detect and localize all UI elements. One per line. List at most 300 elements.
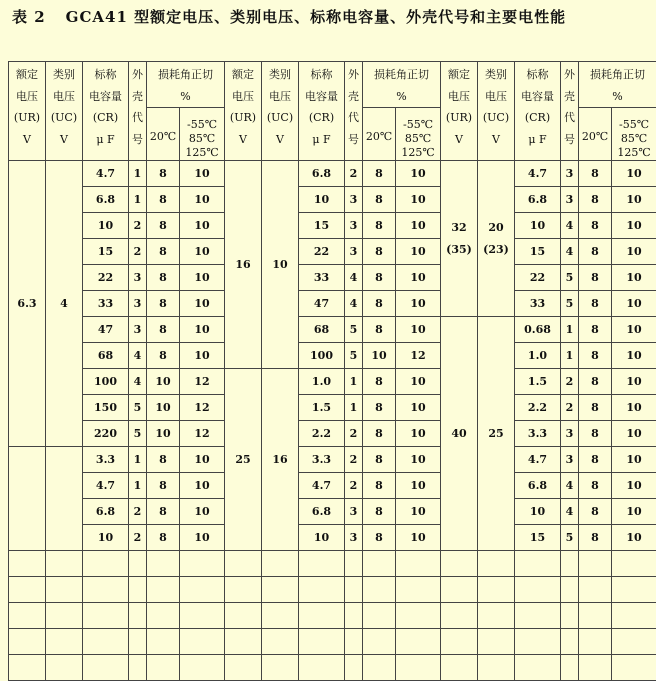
capacitance-cell: 220: [83, 421, 129, 447]
header-category-voltage-line: 类别: [262, 64, 298, 86]
empty-cell: [225, 655, 262, 681]
empty-cell: [180, 655, 225, 681]
header-loss-tangent-line: 损耗角正切: [579, 64, 656, 86]
case-code-cell: 1: [129, 187, 147, 213]
header-case-code-line: 壳: [561, 86, 578, 108]
header-case-code-line: 外: [561, 64, 578, 86]
empty-cell: [180, 577, 225, 603]
header-loss-20c: 20℃: [363, 108, 396, 161]
loss-20c-cell: 8: [147, 525, 180, 551]
header-capacitance-line: 标称: [83, 64, 128, 86]
loss-20c-cell: 8: [147, 187, 180, 213]
capacitance-cell: 10: [299, 187, 345, 213]
category-voltage-value: 10: [262, 254, 298, 276]
loss-high-low-cell: 10: [396, 447, 441, 473]
case-code-cell: 2: [345, 421, 363, 447]
header-capacitance-line: μ F: [515, 129, 560, 151]
category-voltage-value: 20: [478, 217, 514, 239]
rated-voltage-value: 40: [441, 423, 477, 445]
header-loss-tangent-line: 损耗角正切: [363, 64, 440, 86]
header-category-voltage-line: 电压: [478, 86, 514, 108]
table-row: [9, 291, 656, 317]
case-code-cell: 3: [345, 499, 363, 525]
category-voltage-cell: [262, 161, 299, 369]
empty-cell: [579, 577, 612, 603]
loss-20c-cell: 8: [363, 473, 396, 499]
category-voltage-cell: [262, 369, 299, 551]
loss-high-low-cell: 10: [612, 447, 656, 473]
empty-cell: [345, 629, 363, 655]
loss-high-low-cell: 10: [612, 499, 656, 525]
table-row: [9, 187, 656, 213]
rated-voltage-cell: [225, 161, 262, 369]
loss-high-low-cell: 10: [612, 369, 656, 395]
empty-cell: [612, 603, 656, 629]
case-code-cell: 5: [129, 421, 147, 447]
case-code-cell: 2: [561, 369, 579, 395]
header-rated-voltage-line: (UR): [225, 107, 261, 129]
loss-high-low-cell: 10: [612, 343, 656, 369]
empty-cell: [396, 551, 441, 577]
table-number: 表 2: [12, 8, 46, 26]
header-loss-high-low-line: 85℃: [612, 132, 656, 146]
category-voltage-cell: [46, 447, 83, 551]
empty-cell: [478, 551, 515, 577]
header-capacitance-line: μ F: [83, 129, 128, 151]
header-rated-voltage-line: 额定: [9, 64, 45, 86]
empty-cell: [262, 603, 299, 629]
case-code-cell: 5: [345, 317, 363, 343]
loss-20c-cell: 10: [147, 395, 180, 421]
table-row: [9, 395, 656, 421]
empty-cell: [579, 629, 612, 655]
header-case-code-line: 外: [345, 64, 362, 86]
header-rated-voltage-line: V: [441, 129, 477, 151]
case-code-cell: 4: [129, 369, 147, 395]
empty-cell: [299, 655, 345, 681]
capacitance-cell: 15: [515, 239, 561, 265]
case-code-cell: 1: [345, 369, 363, 395]
header-case-code-line: 代: [561, 107, 578, 129]
header-capacitance-line: 标称: [515, 64, 560, 86]
loss-high-low-cell: 10: [396, 421, 441, 447]
header-category-voltage-line: 电压: [262, 86, 298, 108]
header-category-voltage: [262, 62, 299, 161]
loss-high-low-cell: 10: [180, 473, 225, 499]
loss-20c-cell: 8: [363, 213, 396, 239]
case-code-cell: 4: [561, 473, 579, 499]
header-case-code-line: 号: [129, 129, 146, 151]
capacitance-cell: 3.3: [83, 447, 129, 473]
capacitance-cell: 4.7: [83, 473, 129, 499]
loss-20c-cell: 8: [579, 265, 612, 291]
capacitance-cell: 10: [515, 499, 561, 525]
header-case-code: [345, 62, 363, 161]
case-code-cell: 3: [561, 187, 579, 213]
capacitance-cell: 6.8: [515, 473, 561, 499]
empty-cell: [441, 577, 478, 603]
rated-voltage-value: 16: [225, 254, 261, 276]
capacitance-cell: 68: [83, 343, 129, 369]
header-capacitance: [299, 62, 345, 161]
table-row: [9, 265, 656, 291]
header-case-code: [129, 62, 147, 161]
loss-20c-cell: 8: [147, 447, 180, 473]
header-loss-tangent: [147, 62, 225, 108]
header-category-voltage-line: (UC): [262, 107, 298, 129]
loss-high-low-cell: 10: [396, 499, 441, 525]
empty-cell: [147, 603, 180, 629]
empty-cell: [83, 655, 129, 681]
header-rated-voltage: [441, 62, 478, 161]
case-code-cell: 2: [129, 499, 147, 525]
header-loss-20c: 20℃: [147, 108, 180, 161]
empty-cell: [345, 655, 363, 681]
loss-high-low-cell: 10: [180, 447, 225, 473]
loss-20c-cell: 10: [147, 369, 180, 395]
header-loss-tangent-line: 损耗角正切: [147, 64, 224, 86]
empty-cell: [396, 577, 441, 603]
empty-cell: [561, 655, 579, 681]
empty-cell: [441, 603, 478, 629]
case-code-cell: 3: [561, 421, 579, 447]
capacitance-cell: 6.8: [83, 499, 129, 525]
loss-20c-cell: 8: [579, 525, 612, 551]
empty-cell: [9, 629, 46, 655]
capacitance-cell: 1.0: [299, 369, 345, 395]
empty-cell: [225, 551, 262, 577]
loss-20c-cell: 8: [579, 421, 612, 447]
case-code-cell: 3: [345, 213, 363, 239]
case-code-cell: 5: [561, 291, 579, 317]
header-category-voltage-line: (UC): [46, 107, 82, 129]
empty-cell: [262, 577, 299, 603]
header-case-code-line: 外: [129, 64, 146, 86]
loss-high-low-cell: 10: [612, 239, 656, 265]
empty-cell: [9, 577, 46, 603]
loss-20c-cell: 8: [147, 213, 180, 239]
spec-table: [8, 61, 656, 681]
loss-20c-cell: 10: [147, 421, 180, 447]
empty-cell: [363, 551, 396, 577]
header-capacitance-line: μ F: [299, 129, 344, 151]
loss-20c-cell: 8: [579, 369, 612, 395]
header-loss-high-low-line: -55℃: [612, 118, 656, 132]
case-code-cell: 1: [561, 343, 579, 369]
header-rated-voltage-line: (UR): [9, 107, 45, 129]
loss-20c-cell: 8: [363, 187, 396, 213]
rated-voltage-value: 25: [225, 449, 261, 471]
capacitance-cell: 68: [299, 317, 345, 343]
loss-high-low-cell: 10: [180, 239, 225, 265]
empty-cell: [299, 551, 345, 577]
header-capacitance-line: (CR): [83, 107, 128, 129]
empty-cell: [363, 629, 396, 655]
table-row: [9, 447, 656, 473]
empty-cell: [515, 655, 561, 681]
empty-cell: [396, 655, 441, 681]
case-code-cell: 5: [561, 265, 579, 291]
empty-cell: [363, 577, 396, 603]
header-category-voltage-line: 电压: [46, 86, 82, 108]
loss-high-low-cell: 10: [180, 291, 225, 317]
capacitance-cell: 6.8: [515, 187, 561, 213]
loss-20c-cell: 8: [579, 239, 612, 265]
case-code-cell: 3: [561, 161, 579, 187]
loss-20c-cell: 8: [147, 161, 180, 187]
header-loss-high-low-line: -55℃: [396, 118, 440, 132]
category-voltage-cell: [478, 317, 515, 551]
header-case-code-line: 代: [129, 107, 146, 129]
empty-cell: [561, 603, 579, 629]
empty-cell: [478, 629, 515, 655]
capacitance-cell: 6.8: [299, 499, 345, 525]
loss-high-low-cell: 10: [180, 499, 225, 525]
case-code-cell: 2: [345, 447, 363, 473]
rated-voltage-value: 32: [441, 217, 477, 239]
loss-high-low-cell: 12: [396, 343, 441, 369]
header-case-code-line: 壳: [345, 86, 362, 108]
header-capacitance: [83, 62, 129, 161]
loss-high-low-cell: 10: [612, 213, 656, 239]
case-code-cell: 2: [129, 213, 147, 239]
capacitance-cell: 6.8: [83, 187, 129, 213]
loss-high-low-cell: 10: [612, 291, 656, 317]
case-code-cell: 3: [561, 447, 579, 473]
rated-voltage-value: 6.3: [9, 293, 45, 315]
capacitance-cell: 10: [515, 213, 561, 239]
empty-cell: [262, 551, 299, 577]
table-row: [9, 239, 656, 265]
loss-20c-cell: 8: [363, 525, 396, 551]
loss-20c-cell: 8: [147, 343, 180, 369]
header-rated-voltage-line: V: [9, 129, 45, 151]
loss-high-low-cell: 10: [612, 395, 656, 421]
loss-high-low-cell: 10: [180, 343, 225, 369]
case-code-cell: 5: [345, 343, 363, 369]
case-code-cell: 1: [129, 447, 147, 473]
header-rated-voltage: [9, 62, 46, 161]
loss-20c-cell: 10: [363, 343, 396, 369]
empty-cell: [363, 655, 396, 681]
case-code-cell: 3: [129, 317, 147, 343]
table-row: [9, 473, 656, 499]
empty-cell: [515, 603, 561, 629]
header-category-voltage-line: V: [478, 129, 514, 151]
capacitance-cell: 22: [299, 239, 345, 265]
loss-high-low-cell: 10: [396, 525, 441, 551]
loss-20c-cell: 8: [147, 239, 180, 265]
empty-cell: [345, 603, 363, 629]
header-loss-tangent: [363, 62, 441, 108]
loss-20c-cell: 8: [579, 499, 612, 525]
loss-20c-cell: 8: [579, 291, 612, 317]
header-case-code-line: 号: [345, 129, 362, 151]
table-row: [9, 213, 656, 239]
empty-cell: [147, 551, 180, 577]
capacitance-cell: 0.68: [515, 317, 561, 343]
empty-cell: [147, 629, 180, 655]
loss-high-low-cell: 10: [396, 239, 441, 265]
empty-cell: [46, 655, 83, 681]
category-voltage-cell: [46, 161, 83, 447]
empty-cell: [225, 603, 262, 629]
loss-high-low-cell: 10: [180, 187, 225, 213]
loss-high-low-cell: 10: [396, 265, 441, 291]
empty-cell: [345, 577, 363, 603]
case-code-cell: 3: [345, 187, 363, 213]
table-row: [9, 343, 656, 369]
case-code-cell: 1: [129, 161, 147, 187]
empty-cell: [478, 577, 515, 603]
header-capacitance: [515, 62, 561, 161]
header-loss-high-low-line: 85℃: [396, 132, 440, 146]
empty-cell: [262, 629, 299, 655]
capacitance-cell: 22: [83, 265, 129, 291]
header-rated-voltage-line: 电压: [441, 86, 477, 108]
loss-high-low-cell: 12: [180, 395, 225, 421]
case-code-cell: 2: [561, 395, 579, 421]
loss-high-low-cell: 10: [396, 317, 441, 343]
capacitance-cell: 1.5: [515, 369, 561, 395]
empty-cell: [180, 629, 225, 655]
table-row: [9, 317, 656, 343]
empty-cell: [129, 577, 147, 603]
capacitance-cell: 47: [299, 291, 345, 317]
header-loss-tangent-line: %: [579, 86, 656, 108]
category-voltage-value: 16: [262, 449, 298, 471]
capacitance-cell: 100: [299, 343, 345, 369]
case-code-cell: 1: [345, 395, 363, 421]
capacitance-cell: 1.5: [299, 395, 345, 421]
empty-cell: [441, 629, 478, 655]
empty-cell: [299, 603, 345, 629]
empty-cell: [345, 551, 363, 577]
rated-voltage-cell: [441, 161, 478, 317]
capacitance-cell: 10: [299, 525, 345, 551]
header-rated-voltage-line: 额定: [441, 64, 477, 86]
loss-20c-cell: 8: [363, 265, 396, 291]
loss-high-low-cell: 10: [396, 395, 441, 421]
case-code-cell: 4: [129, 343, 147, 369]
loss-20c-cell: 8: [147, 291, 180, 317]
loss-20c-cell: 8: [363, 317, 396, 343]
capacitance-cell: 1.0: [515, 343, 561, 369]
case-code-cell: 3: [129, 291, 147, 317]
capacitance-cell: 47: [83, 317, 129, 343]
case-code-cell: 2: [345, 161, 363, 187]
empty-cell: [129, 551, 147, 577]
capacitance-cell: 100: [83, 369, 129, 395]
capacitance-cell: 2.2: [515, 395, 561, 421]
loss-high-low-cell: 10: [396, 187, 441, 213]
table-title: [12, 6, 566, 27]
category-voltage-cell: [478, 161, 515, 317]
capacitance-cell: 33: [83, 291, 129, 317]
header-rated-voltage-line: (UR): [441, 107, 477, 129]
capacitance-cell: 15: [515, 525, 561, 551]
empty-cell: [515, 577, 561, 603]
empty-cell: [225, 577, 262, 603]
empty-cell: [129, 629, 147, 655]
capacitance-cell: 6.8: [299, 161, 345, 187]
header-capacitance-line: 电容量: [83, 86, 128, 108]
case-code-cell: 4: [561, 499, 579, 525]
case-code-cell: 5: [561, 525, 579, 551]
table-row: [9, 525, 656, 551]
header-case-code-line: 壳: [129, 86, 146, 108]
case-code-cell: 1: [129, 473, 147, 499]
empty-cell: [83, 629, 129, 655]
capacitance-cell: 33: [515, 291, 561, 317]
capacitance-cell: 4.7: [515, 447, 561, 473]
case-code-cell: 2: [129, 239, 147, 265]
loss-high-low-cell: 10: [180, 317, 225, 343]
empty-cell: [180, 603, 225, 629]
empty-cell: [83, 551, 129, 577]
empty-cell: [46, 551, 83, 577]
empty-cell: [561, 551, 579, 577]
loss-20c-cell: 8: [147, 473, 180, 499]
capacitance-cell: 4.7: [515, 161, 561, 187]
empty-cell: [147, 577, 180, 603]
empty-cell: [561, 629, 579, 655]
empty-cell: [262, 655, 299, 681]
empty-cell: [129, 603, 147, 629]
table-row: [9, 603, 656, 629]
empty-cell: [515, 629, 561, 655]
case-code-cell: 3: [345, 525, 363, 551]
loss-high-low-cell: 10: [180, 525, 225, 551]
header-category-voltage-line: 类别: [478, 64, 514, 86]
empty-cell: [225, 629, 262, 655]
header-loss-high-low: [612, 108, 656, 161]
header-rated-voltage-line: 额定: [225, 64, 261, 86]
case-code-cell: 1: [561, 317, 579, 343]
header-case-code: [561, 62, 579, 161]
empty-cell: [9, 655, 46, 681]
capacitance-cell: 4.7: [83, 161, 129, 187]
empty-cell: [441, 655, 478, 681]
empty-cell: [83, 603, 129, 629]
header-category-voltage-line: V: [262, 129, 298, 151]
empty-cell: [180, 551, 225, 577]
capacitance-cell: 15: [299, 213, 345, 239]
empty-cell: [579, 655, 612, 681]
rated-voltage-alt-value: (35): [441, 239, 477, 261]
case-code-cell: 4: [561, 239, 579, 265]
rated-voltage-cell: [441, 317, 478, 551]
header-loss-high-low-line: 85℃: [180, 132, 224, 146]
header-loss-high-low-line: -55℃: [180, 118, 224, 132]
loss-high-low-cell: 10: [396, 291, 441, 317]
case-code-cell: 3: [345, 239, 363, 265]
empty-cell: [515, 551, 561, 577]
loss-20c-cell: 8: [579, 317, 612, 343]
empty-cell: [299, 577, 345, 603]
case-code-cell: 4: [345, 265, 363, 291]
loss-high-low-cell: 10: [180, 265, 225, 291]
empty-cell: [363, 603, 396, 629]
case-code-cell: 3: [129, 265, 147, 291]
header-capacitance-line: 电容量: [515, 86, 560, 108]
loss-high-low-cell: 10: [612, 421, 656, 447]
loss-20c-cell: 8: [579, 213, 612, 239]
empty-cell: [299, 629, 345, 655]
loss-high-low-cell: 10: [396, 161, 441, 187]
header-rated-voltage-line: 电压: [9, 86, 45, 108]
empty-cell: [147, 655, 180, 681]
